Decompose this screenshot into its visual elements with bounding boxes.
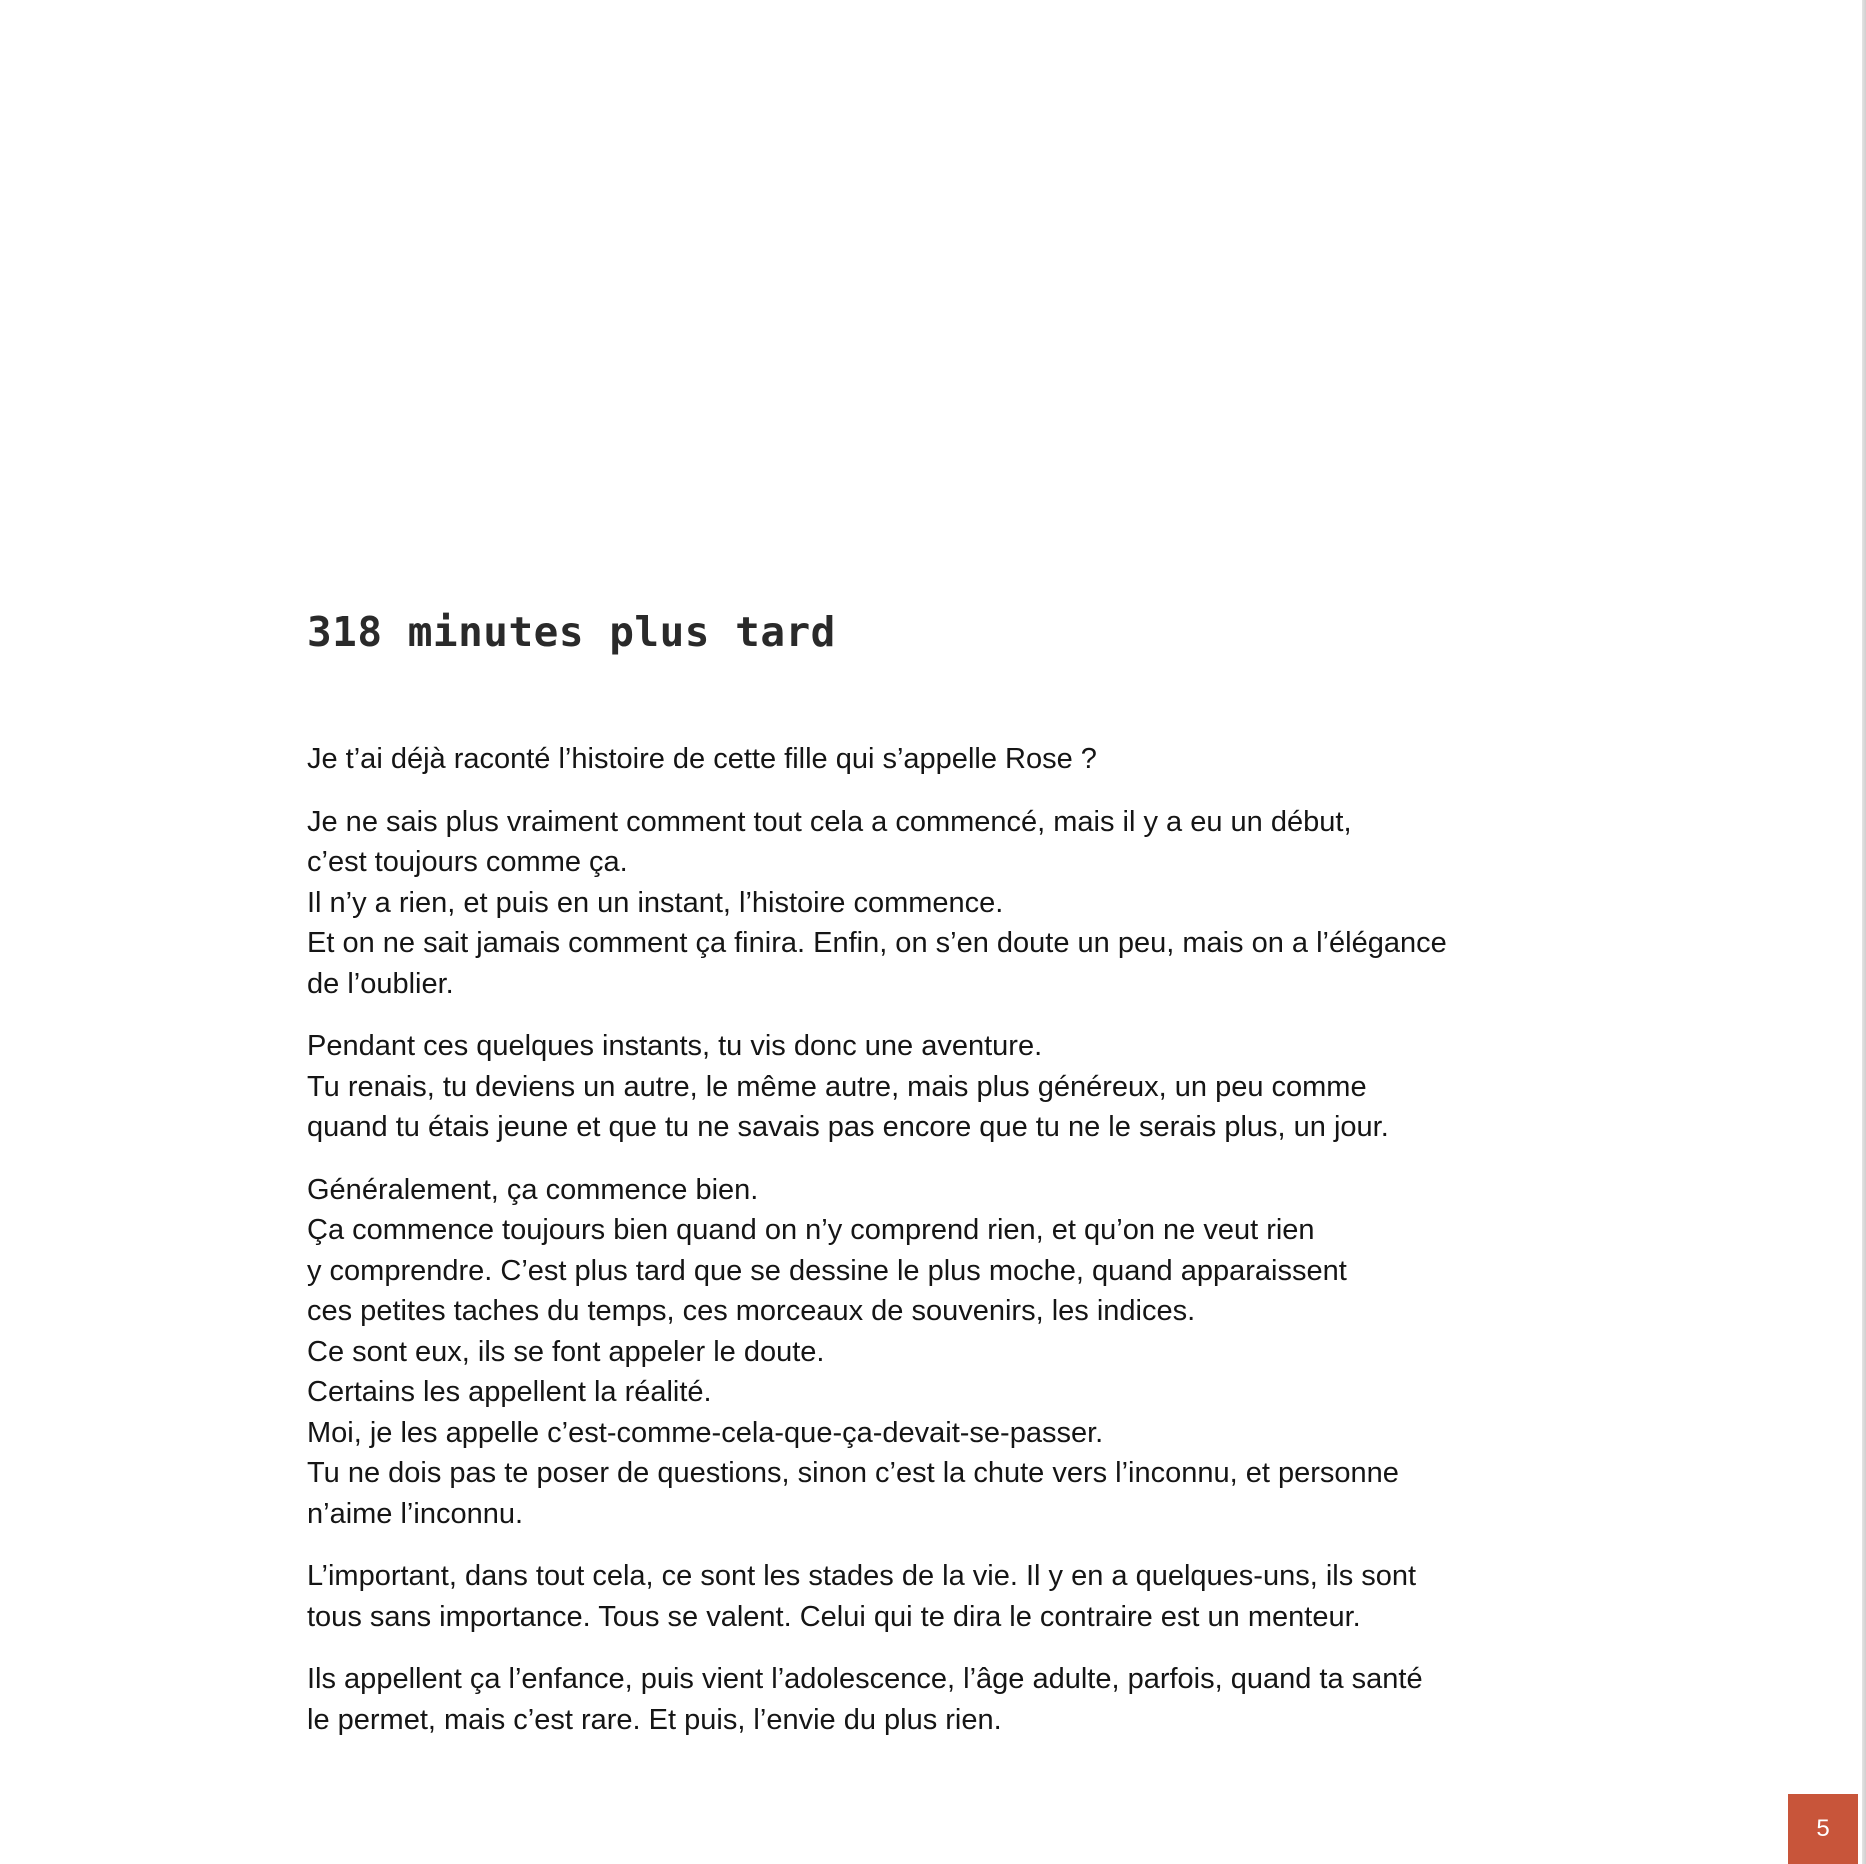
body-text [307, 739, 1567, 1762]
text-line: Je t’ai déjà raconté l’histoire de cette fille qui s’appelle Rose ? [307, 743, 1097, 775]
text-line: Certains les appellent la réalité. [307, 1376, 712, 1408]
text-line: L’important, dans tout cela, ce sont les stades de la vie. Il y en a quelques-uns, ils sont [307, 1560, 1417, 1592]
paragraph-2 [307, 802, 1567, 1005]
paragraph-5 [307, 1556, 1567, 1637]
paragraph-3 [307, 1026, 1567, 1148]
text-line: Moi, je les appelle c’est-comme-cela-que-ça-devait-se-passer. [307, 1416, 1104, 1449]
page-edge-shadow [1862, 0, 1866, 1864]
text-line: Généralement, ça commence bien. [307, 1173, 759, 1206]
text-line: Il n’y a rien, et puis en un instant, l’histoire commence. [307, 886, 1004, 919]
paragraph-1 [307, 739, 1567, 780]
text-line: Et on ne sait jamais comment ça finira. Enfin, on s’en doute un peu, mais on a l’élégance [307, 927, 1447, 959]
text-line: n’aime l’inconnu. [307, 1497, 524, 1530]
text-line: de l’oublier. [307, 967, 454, 1000]
text-line: Je ne sais plus vraiment comment tout cela a commencé, mais il y a eu un début, [307, 805, 1352, 838]
text-line: quand tu étais jeune et que tu ne savais pas encore que tu ne le serais plus, un jour. [307, 1111, 1389, 1143]
text-line: Ça commence toujours bien quand on n’y comprend rien, et qu’on ne veut rien [307, 1214, 1315, 1246]
text-line: ces petites taches du temps, ces morceaux de souvenirs, les indices. [307, 1295, 1196, 1327]
text-line: le permet, mais c’est rare. Et puis, l’envie du plus rien. [307, 1703, 1002, 1736]
text-line: y comprendre. C’est plus tard que se dessine le plus moche, quand apparaissent [307, 1254, 1347, 1287]
text-line: Tu renais, tu deviens un autre, le même autre, mais plus généreux, un peu comme [307, 1070, 1367, 1103]
text-line: Ils appellent ça l’enfance, puis vient l’adolescence, l’âge adulte, parfois, quand ta santé [307, 1663, 1423, 1695]
paragraph-4 [307, 1170, 1567, 1535]
page-number: 5 [1816, 1815, 1830, 1842]
page-number-badge [1788, 1794, 1858, 1864]
text-line: tous sans importance. Tous se valent. Celui qui te dira le contraire est un menteur. [307, 1600, 1361, 1633]
text-line: Ce sont eux, ils se font appeler le doute. [307, 1335, 825, 1368]
text-line: Pendant ces quelques instants, tu vis donc une aventure. [307, 1030, 1043, 1062]
text-line: c’est toujours comme ça. [307, 846, 628, 878]
chapter-title: 318 minutes plus tard [307, 608, 836, 656]
text-line: Tu ne dois pas te poser de questions, sinon c’est la chute vers l’inconnu, et personne [307, 1457, 1399, 1489]
paragraph-6 [307, 1659, 1567, 1740]
